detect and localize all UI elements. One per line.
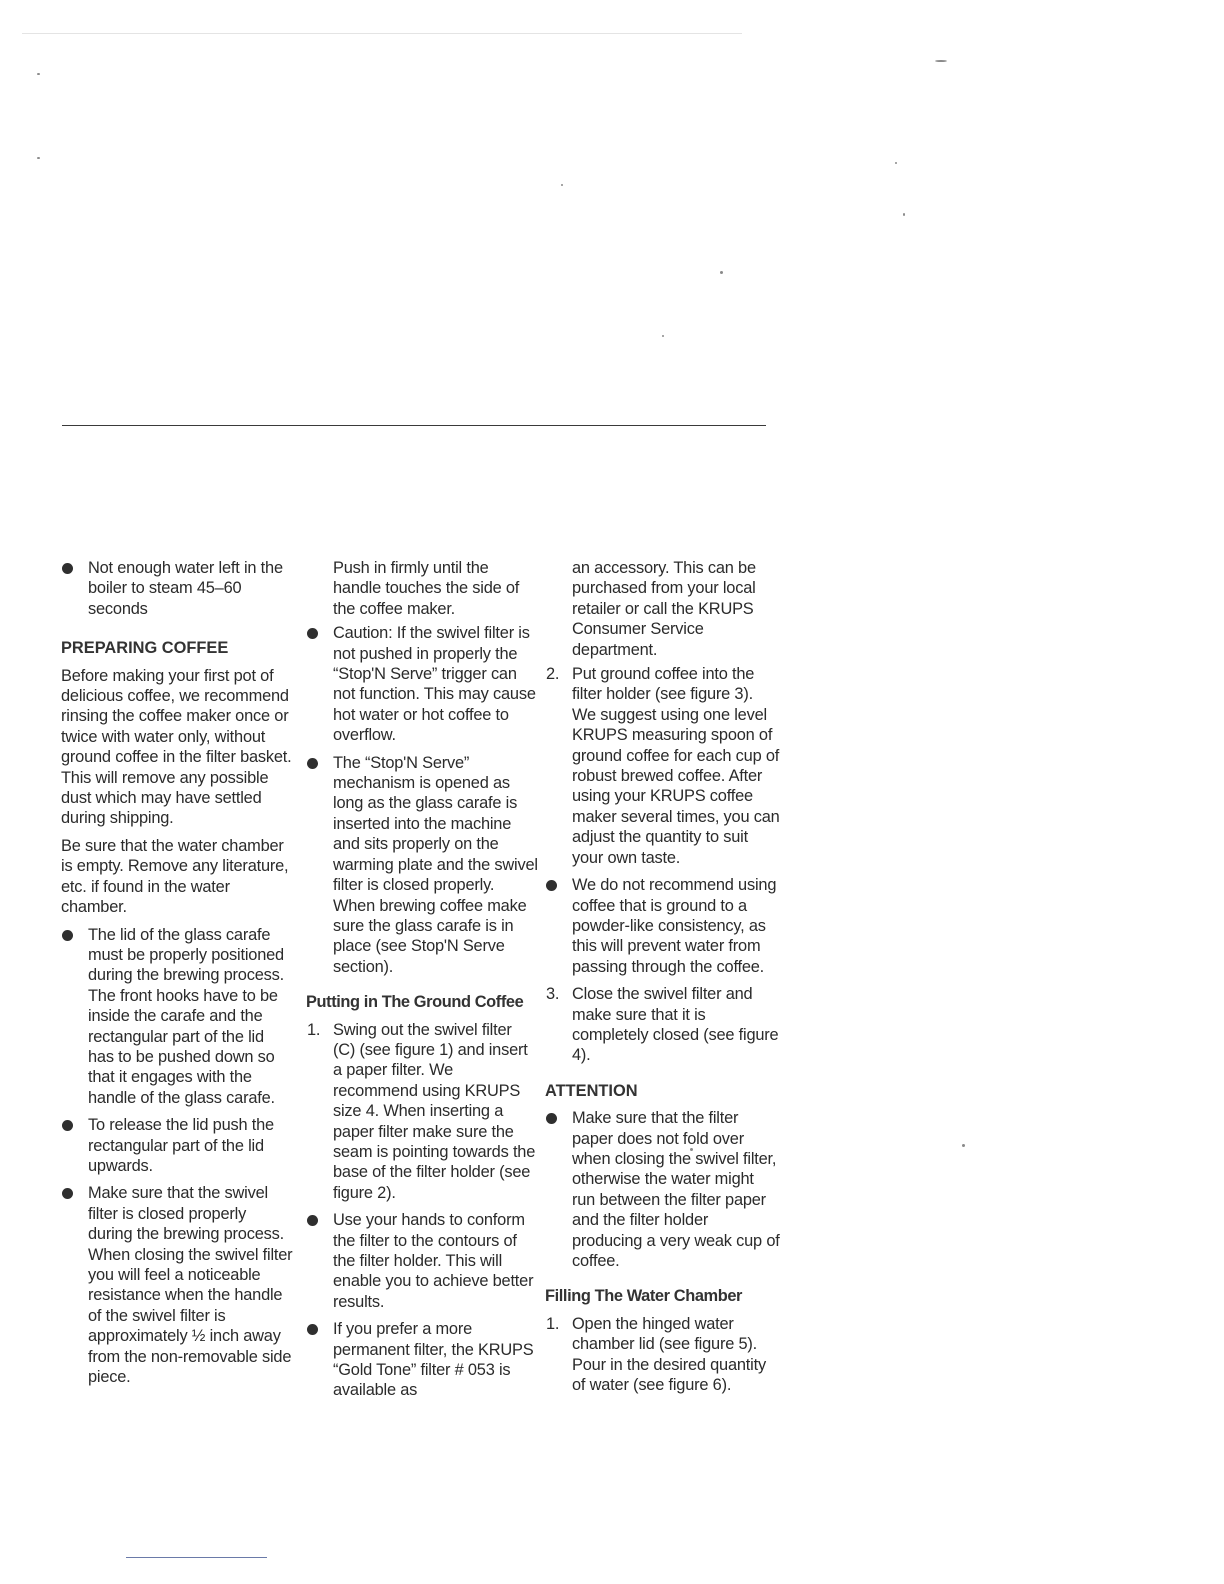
numbered-step [545, 664, 780, 868]
continued-text: an accessory. This can be purchased from your local retailer or call the KRUPS Consumer Service department. [572, 559, 756, 659]
bullet-item [61, 558, 293, 619]
step-number: 2. [546, 665, 560, 684]
column-middle [306, 558, 538, 1408]
step-text: Swing out the swivel filter (C) (see figure 1) and insert a paper filter. We recommend using KRUPS size 4. When inserting a paper filter make sure the seam is pointing towards the base of the filter holder (see figure 2). [333, 1020, 536, 1202]
scan-speck [37, 157, 40, 159]
bullet-item [61, 1115, 293, 1176]
bullet-dot-icon [307, 628, 318, 639]
paragraph-rinse: Before making your first pot of delicious coffee, we recommend rinsing the coffee maker once or twice with water only, without ground coffee in the filter basket. This will remove any possible dust which may have settled during shipping. [61, 666, 292, 828]
bottom-edge-mark [126, 1557, 267, 1558]
bullet-item [306, 753, 538, 977]
bullet-item [61, 925, 293, 1109]
bullet-dot-icon [307, 1324, 318, 1335]
step-text: Open the hinged water chamber lid (see figure 5). Pour in the desired quantity of water (see figure 6). [572, 1314, 766, 1395]
bullet-text: The “Stop'N Serve” mechanism is opened as long as the glass carafe is inserted into the machine and sits properly on the warming plate and the swivel filter is closed properly. When brewing coffee make sure the glass carafe is in place (see Stop'N Serve section). [333, 753, 538, 976]
bullet-text: Caution: If the swivel filter is not pushed in properly the “Stop'N Serve” trigger can not function. This may cause hot water or hot coffee to overflow. [333, 624, 536, 745]
step-number: 3. [546, 985, 560, 1004]
step-text: Close the swivel filter and make sure that it is completely closed (see figure 4). [572, 985, 779, 1065]
bullet-dot-icon [62, 930, 73, 941]
bullet-item [306, 1210, 538, 1312]
section-heading-preparing-coffee: PREPARING COFFEE [61, 639, 229, 658]
bullet-item [61, 1183, 293, 1387]
bullet-dot-icon [307, 1215, 318, 1226]
bullet-text: To release the lid push the rectangular part of the lid upwards. [88, 1116, 274, 1175]
bullet-text: Make sure that the swivel filter is closed properly during the brewing process. When closing the swivel filter you will feel a noticeable resistance when the handle of the swivel filter is approximately ½ inch away from the non-removable side piece. [88, 1184, 293, 1387]
section-heading-putting-ground-coffee: Putting in The Ground Coffee [306, 993, 524, 1012]
bullet-text: The lid of the glass carafe must be properly positioned during the brewing process. The front hooks have to be inside the carafe and the rectangular part of the lid has to be pushed down so that it engages with the handle of the glass carafe. [88, 925, 284, 1107]
bullet-item [545, 875, 780, 977]
bullet-text: Not enough water left in the boiler to steam 45–60 seconds [88, 559, 283, 618]
numbered-step [545, 1314, 780, 1396]
bullet-text: Use your hands to conform the filter to the contours of the filter holder. This will enable you to achieve better results. [333, 1211, 534, 1311]
scan-speck [903, 213, 905, 216]
bullet-dot-icon [62, 563, 73, 574]
section-divider-rule [62, 425, 766, 426]
bullet-text: If you prefer a more permanent filter, the KRUPS “Gold Tone” filter # 053 is available as [333, 1320, 534, 1400]
bullet-dot-icon [546, 1113, 557, 1124]
scan-speck [895, 162, 897, 164]
bullet-dot-icon [546, 880, 557, 891]
scan-speck [662, 335, 664, 337]
step-number: 1. [546, 1314, 560, 1333]
column-right [545, 558, 780, 1402]
bullet-dot-icon [62, 1120, 73, 1131]
scan-speck [37, 73, 40, 75]
top-faint-rule [22, 33, 742, 34]
bullet-item [306, 1319, 538, 1401]
scan-speck [720, 271, 723, 274]
paragraph-empty-chamber: Be sure that the water chamber is empty. Remove any literature, etc. if found in the water chamber. [61, 836, 289, 917]
step-number: 1. [307, 1020, 321, 1039]
step-text: Put ground coffee into the filter holder (see figure 3). We suggest using one level KRUPS measuring spoon of ground coffee for each cup of robust brewed coffee. After using your KRUPS coffee maker several times, you can adjust the quantity to suit your own taste. [572, 665, 780, 867]
bullet-dot-icon [62, 1188, 73, 1199]
scan-speck [935, 60, 947, 62]
bullet-dot-icon [307, 758, 318, 769]
numbered-step [306, 1020, 538, 1204]
numbered-step [545, 984, 780, 1066]
column-left [61, 558, 293, 1394]
scan-speck [561, 184, 563, 186]
bullet-item [545, 1108, 780, 1271]
section-heading-attention: ATTENTION [545, 1081, 638, 1100]
bullet-item [306, 623, 538, 745]
continued-text: Push in firmly until the handle touches the side of the coffee maker. [333, 559, 520, 618]
scan-speck [962, 1144, 965, 1147]
bullet-text: We do not recommend using coffee that is ground to a powder-like consistency, as this will prevent water from passing through the coffee. [572, 876, 777, 976]
section-heading-filling-water-chamber: Filling The Water Chamber [545, 1287, 743, 1306]
bullet-text: Make sure that the filter paper does not fold over when closing the swivel filter, otherwise the water might run between the filter paper and the filter holder producing a very weak cup of coffee. [572, 1109, 780, 1270]
